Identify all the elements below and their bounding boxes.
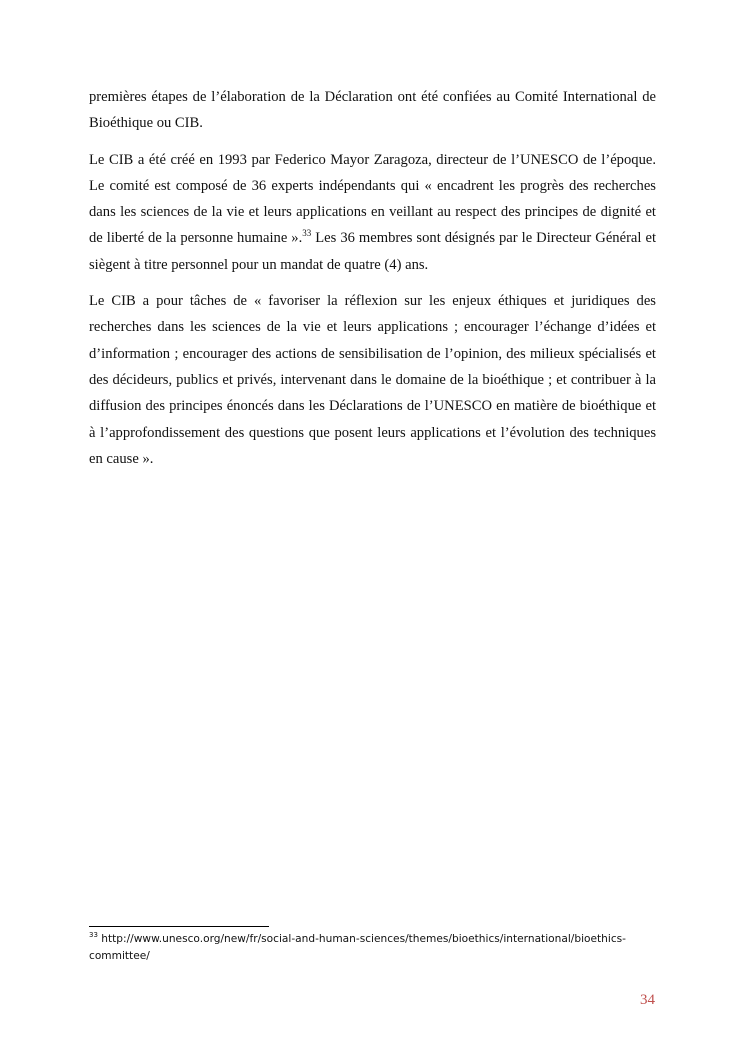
footnote	[89, 931, 659, 965]
footnote-url[interactable]: http://www.unesco.org/new/fr/social-and-human-sciences/themes/bioethics/international/bioethics-committee/	[89, 933, 626, 962]
footnote-separator	[89, 926, 269, 927]
paragraph-3: Le CIB a pour tâches de « favoriser la réflexion sur les enjeux éthiques et juridiques des recherches dans les sciences de la vie et leurs applications ; encourager l’échange d’idées et d’information ; encourager des actions de sensibilisation de l’opinion, des milieux spécialisés et des décideurs, publics et privés, intervenant dans le domaine de la bioéthique ; et contribuer à la diffusion des principes énoncés dans les Déclarations de l’UNESCO en matière de bioéthique et à l’approfondissement des questions que posent leurs applications et l’évolution des techniques en cause ».	[89, 293, 656, 467]
page-number: 34	[640, 992, 655, 1008]
footnote-reference[interactable]: 33	[302, 228, 312, 239]
paragraph-2-text-continued: Les 36 membres sont désignés par le Directeur Général et siègent à titre personnel pour un mandat de quatre (4) ans.	[89, 230, 656, 273]
paragraph-1: premières étapes de l’élaboration de la Déclaration ont été confiées au Comité International de Bioéthique ou CIB.	[89, 89, 656, 132]
footnote-number: 33	[89, 931, 98, 939]
paragraph-2	[89, 147, 656, 278]
paragraph-2-text: Le CIB a été créé en 1993 par Federico Mayor Zaragoza, directeur de l’UNESCO de l’époque. Le comité est composé de 36 experts indépendants qui « encadrent les progrès des recherches dans les sciences de la vie et leurs applications en veillant au respect des principes de dignité et de liberté de la personne humaine ».	[89, 151, 656, 247]
main-text	[89, 84, 656, 482]
